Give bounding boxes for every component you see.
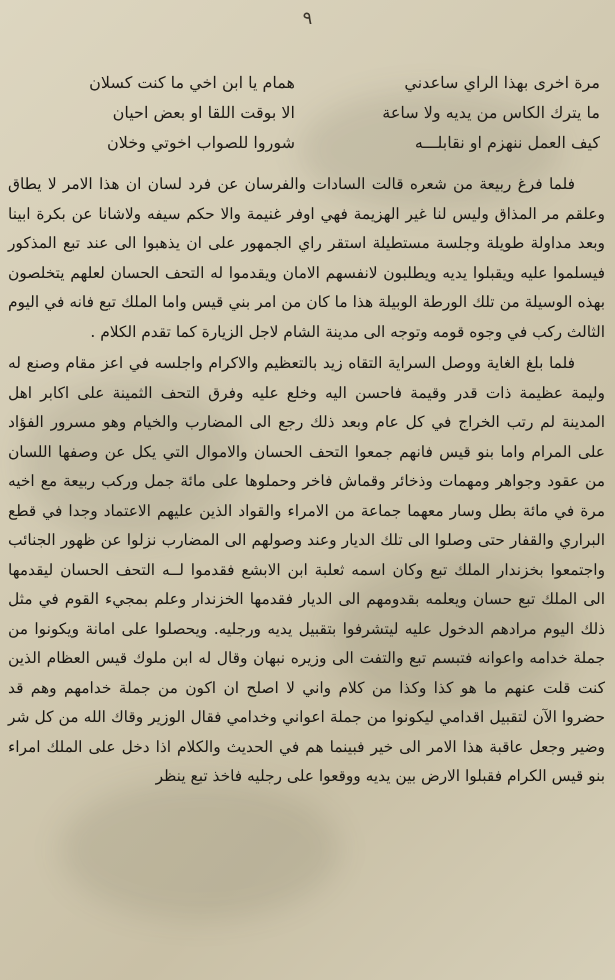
body-text	[8, 170, 605, 792]
paragraph: فلما بلغ الغاية ووصل السراية التقاه زيد بالتعظيم والاكرام واجلسه في اعز مقام وصنع له وليمة عظيمة ذات قدر وقيمة فاحسن اليه وخلع عليه وفرق التحف الثمينة على اكابر اهل المدينة لم رتب الخراج في كل عام وبعد ذلك رجع الى المضارب والخيام وهو مسرور الفؤاد على المرام واما بنو قيس فانهم جمعوا التحف الحسان والاموال التي يكل عن وصفها اللسان من عقود وجواهر ومهمات وذخائر وقماش فاخر وحملوها على مائة جمل وركب ربيعة مع اخيه مرة في مائة بطل وسار معهما جماعة من الامراء والقواد الذين عليهم الاعتماد وجدا في قطع البراري والقفار حتى وصلوا الى تلك الديار وعند وصولهم الى المضارب نزلوا عن ظهور الجنائب واجتمعوا بخزندار الملك تبع وكان اسمه ثعلبة ابن الابشع فقدموا لــه التحف الحسان ليقدمها الى الملك تبع حسان ويعلمه بقدومهم الى الديار فقدمها الخزندار وعلم بمجيء القوم في مثل ذلك اليوم مرادهم الدخول عليه ليتشرفوا بتقبيل يديه ورجليه. ويحصلوا على امانة ويكونوا من جملة خدامه واعوانه فتبسم تبع والتفت الى وزيره نبهان وقال له ابن ملوك قيس العظام الذين كنت قلت عنهم ما هو كذا وكذا من كلام واني لا اصلح ان اكون من جملة خدامهم وهم قد حضروا الآن لتقبيل اقدامي ليكونوا من جملة اعواني وخدامي فقال الوزير وقاك الله من كل شر وضير وجعل عاقبة هذا الامر الى خير فبينما هم في الحديث والكلام اذا دخل على الملك امراء بنو قيس الكرام فقبلوا الارض بين يديه ووقعوا على رجليه فاخذ تبع ينظر	[8, 354, 605, 785]
poem-line: شوروا للصواب اخوتي وخلان	[107, 133, 295, 152]
shadow-overlay	[60, 780, 340, 920]
poem-line: كيف العمل ننهزم او نقابلـــه	[414, 133, 600, 152]
poem-block	[20, 68, 600, 160]
poem-line: ما يترك الكاس من يديه ولا ساعة	[382, 103, 600, 122]
paragraph: فلما فرغ ربيعة من شعره قالت السادات والفرسان عن فرد لسان ان هذا الامر لا يطاق وعلقم مر المذاق وليس لنا غير الهزيمة فهي اوفر غنيمة والا حكم سيفه ولاشانا عن بكرة ابينا وبعد مداولة طويلة وجلسة مستطيلة استقر راي الجمهور على ان يذهبوا الى عند تبع المذكور فيسلموا عليه ويقبلوا يديه ويطلبون لانفسهم الامان ويقدموا له التحف الحسان لعلهم يتخلصون بهذه الوسيلة من تلك الورطة الوبيلة هذا ما كان من امر بني قيس واما الملك تبع فانه في اليوم الثالث ركب في وجوه قومه وتوجه الى مدينة الشام لاجل الزيارة كما تقدم الكلام .	[8, 175, 605, 341]
poem-line: الا بوقت اللقا او بعض احيان	[112, 103, 295, 122]
page-number: ٩	[302, 8, 313, 29]
poem-left-column	[20, 68, 295, 158]
poem-right-column	[325, 68, 600, 158]
poem-line: همام يا ابن اخي ما كنت كسلان	[89, 73, 295, 92]
poem-line: مرة اخرى بهذا الراي ساعدني	[404, 73, 600, 92]
